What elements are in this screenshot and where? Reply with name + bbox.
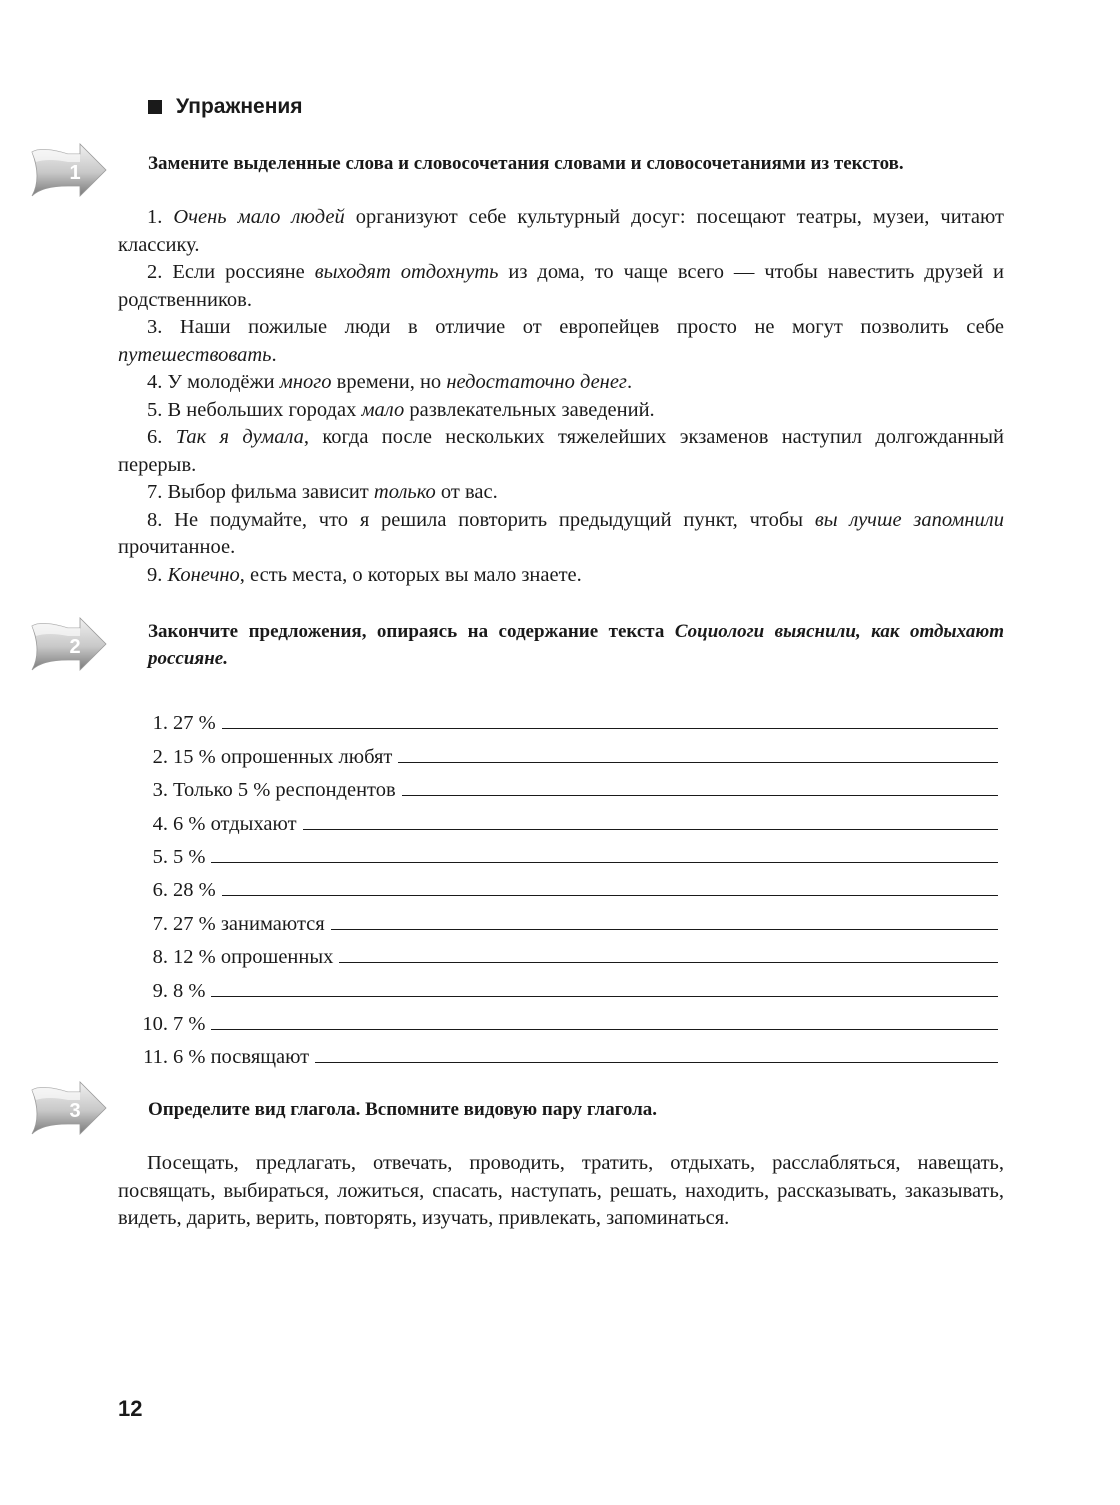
answer-line[interactable]: [222, 894, 998, 896]
list-item: 9. Конечно, есть места, о которых вы мало знаете.: [147, 563, 582, 586]
answer-line[interactable]: [402, 794, 998, 796]
answer-line[interactable]: [211, 861, 998, 863]
page-number: 12: [118, 1396, 143, 1421]
exercise-2-fill-list: [118, 702, 998, 1069]
answer-line[interactable]: [398, 761, 998, 763]
fill-in-row: 5. 5 %: [118, 836, 998, 869]
exercise-title: Замените выделенные слова и словосочетания словами и словосочетаниями из текстов.: [148, 153, 904, 174]
list-item: 5. В небольших городах мало развлекательных заведений.: [147, 398, 655, 421]
exercise-number-arrow-icon: [28, 1080, 108, 1140]
exercise-title: Определите вид глагола. Вспомните видовую пару глагола.: [148, 1099, 658, 1120]
fill-in-row: 6. 28 %: [118, 869, 998, 902]
square-bullet-icon: [148, 100, 162, 114]
list-item: 3. Наши пожилые люди в отличие от европейцев просто не могут позволить себе путешествовать.: [118, 316, 1004, 366]
list-item: 2. Если россияне выходят отдохнуть из дома, то чаще всего — чтобы навестить друзей и родственников.: [118, 261, 1004, 311]
exercise-number-arrow-icon: [28, 616, 108, 676]
exercise-title: Закончите предложения, опираясь на содержание текста Социологи выяснили, как отдыхают россияне.: [148, 621, 1004, 669]
answer-line[interactable]: [303, 828, 998, 830]
exercise-number: 1: [69, 162, 81, 184]
list-item: 8. Не подумайте, что я решила повторить предыдущий пункт, чтобы вы лучше запомнили прочитанное.: [118, 508, 1004, 558]
fill-in-row: 4. 6 % отдыхают: [118, 802, 998, 835]
answer-line[interactable]: [211, 1028, 998, 1030]
fill-in-row: 7. 27 % занимаются: [118, 902, 998, 935]
fill-in-row: 8. 12 % опрошенных: [118, 936, 998, 969]
fill-in-row: 10. 7 %: [118, 1003, 998, 1036]
exercise-number: 2: [69, 636, 81, 658]
list-item: 7. Выбор фильма зависит только от вас.: [147, 481, 498, 503]
fill-in-row: 3. Только 5 % респондентов: [118, 769, 998, 802]
section-heading: [148, 92, 303, 122]
exercise-1-list: [118, 204, 1004, 589]
answer-line[interactable]: [315, 1061, 998, 1063]
exercise-number: 3: [69, 1100, 81, 1122]
answer-line[interactable]: [222, 727, 998, 729]
answer-line[interactable]: [331, 928, 998, 930]
exercise-3-verb-list: Посещать, предлагать, отвечать, проводить, тратить, отдыхать, расслабляться, навещать, посвящать, выбираться, ложиться, спасать, наступать, решать, находить, рассказывать, заказывать, видеть, дарить, верить, повторять, изучать, привлекать, запоминаться.: [118, 1152, 1004, 1229]
list-item: 6. Так я думала, когда после нескольких тяжелейших экзаменов наступил долгожданный перерыв.: [118, 426, 1004, 476]
answer-line[interactable]: [211, 995, 998, 997]
answer-line[interactable]: [339, 961, 998, 963]
exercise-number-arrow-icon: [28, 142, 108, 202]
fill-in-row: 11. 6 % посвящают: [118, 1036, 998, 1069]
fill-in-row: 1. 27 %: [118, 702, 998, 735]
section-heading-text: Упражнения: [176, 95, 303, 118]
list-item: 4. У молодёжи много времени, но недостаточно денег.: [147, 371, 633, 393]
fill-in-row: 2. 15 % опрошенных любят: [118, 735, 998, 768]
fill-in-row: 9. 8 %: [118, 969, 998, 1002]
list-item: 1. Очень мало людей организуют себе культурный досуг: посещают театры, музеи, читают классику.: [118, 206, 1005, 256]
